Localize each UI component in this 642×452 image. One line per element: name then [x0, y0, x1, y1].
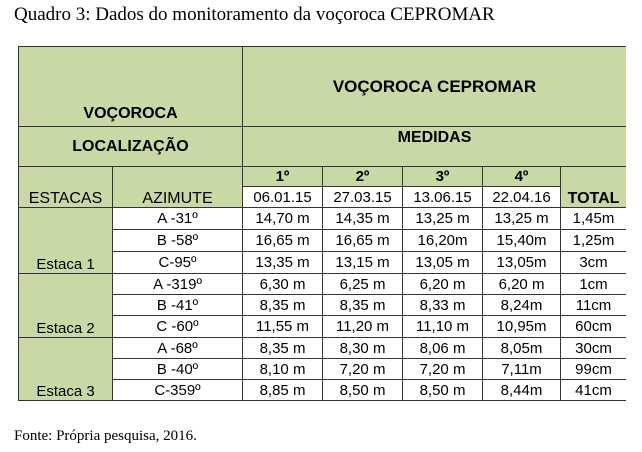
vocoroca-header: VOÇOROCA — [19, 47, 243, 127]
value-cell: 6,20 m — [483, 274, 561, 295]
total-cell: 41cm — [561, 380, 626, 401]
azimute-cell: C-359º — [113, 380, 243, 401]
azimute-cell: B -58º — [113, 230, 243, 252]
measurement-number: 1º — [243, 167, 323, 187]
value-cell: 15,40m — [483, 230, 561, 252]
value-cell: 13,25 m — [483, 208, 561, 230]
value-cell: 8,33 m — [403, 295, 483, 316]
value-cell: 7,20 m — [323, 359, 403, 380]
estaca-label: Estaca 2 — [19, 274, 113, 338]
table-row — [19, 208, 627, 230]
value-cell: 13,25 m — [403, 208, 483, 230]
value-cell: 8,50 m — [323, 380, 403, 401]
value-cell: 13,05m — [483, 252, 561, 274]
value-cell: 8,50 m — [403, 380, 483, 401]
measurement-date: 06.01.15 — [243, 187, 323, 208]
value-cell: 8,35 m — [323, 295, 403, 316]
value-cell: 13,35 m — [243, 252, 323, 274]
total-cell: 1cm — [561, 274, 626, 295]
value-cell: 7,20 m — [403, 359, 483, 380]
value-cell: 16,65 m — [243, 230, 323, 252]
value-cell: 7,11m — [483, 359, 561, 380]
total-cell: 11cm — [561, 295, 626, 316]
azimute-cell: A -68º — [113, 338, 243, 359]
table-row — [19, 274, 627, 295]
value-cell: 8,35 m — [243, 338, 323, 359]
value-cell: 8,10 m — [243, 359, 323, 380]
value-cell: 14,35 m — [323, 208, 403, 230]
estaca-label: Estaca 3 — [19, 338, 113, 401]
medidas-header: MEDIDAS — [243, 127, 626, 167]
value-cell: 8,35 m — [243, 295, 323, 316]
value-cell: 16,65 m — [323, 230, 403, 252]
azimute-cell: B -40º — [113, 359, 243, 380]
localizacao-header: LOCALIZAÇÃO — [19, 127, 243, 167]
value-cell: 8,05m — [483, 338, 561, 359]
measurement-date: 22.04.16 — [483, 187, 561, 208]
table-title: VOÇOROCA CEPROMAR — [243, 47, 626, 127]
value-cell: 6,20 m — [403, 274, 483, 295]
value-cell: 16,20m — [403, 230, 483, 252]
value-cell: 6,30 m — [243, 274, 323, 295]
value-cell: 11,20 m — [323, 316, 403, 338]
value-cell: 11,10 m — [403, 316, 483, 338]
value-cell: 8,44m — [483, 380, 561, 401]
measurement-date: 13.06.15 — [403, 187, 483, 208]
value-cell: 8,06 m — [403, 338, 483, 359]
value-cell: 8,85 m — [243, 380, 323, 401]
total-cell: 30cm — [561, 338, 626, 359]
source-note: Fonte: Própria pesquisa, 2016. — [14, 428, 197, 444]
measurement-number: 4º — [483, 167, 561, 187]
table-caption: Quadro 3: Dados do monitoramento da voçoroca CEPROMAR — [14, 4, 495, 25]
azimute-cell: B -41º — [113, 295, 243, 316]
estaca-label: Estaca 1 — [19, 208, 113, 274]
value-cell: 6,25 m — [323, 274, 403, 295]
total-cell: 60cm — [561, 316, 626, 338]
azimute-header: AZIMUTE — [113, 167, 243, 208]
azimute-cell: C -60º — [113, 316, 243, 338]
total-cell: 1,45m — [561, 208, 626, 230]
estacas-header: ESTACAS — [19, 167, 113, 208]
measurement-number: 3º — [403, 167, 483, 187]
value-cell: 14,70 m — [243, 208, 323, 230]
total-cell: 3cm — [561, 252, 626, 274]
value-cell: 13,15 m — [323, 252, 403, 274]
monitoring-table-container — [18, 46, 626, 408]
total-cell: 99cm — [561, 359, 626, 380]
total-header: TOTAL — [561, 167, 626, 208]
value-cell: 8,30 m — [323, 338, 403, 359]
azimute-cell: C-95º — [113, 252, 243, 274]
azimute-cell: A -319º — [113, 274, 243, 295]
measurement-date: 27.03.15 — [323, 187, 403, 208]
value-cell: 11,55 m — [243, 316, 323, 338]
table-row — [19, 338, 627, 359]
total-cell: 1,25m — [561, 230, 626, 252]
monitoring-table — [18, 46, 626, 401]
value-cell: 13,05 m — [403, 252, 483, 274]
value-cell: 8,24m — [483, 295, 561, 316]
measurement-number: 2º — [323, 167, 403, 187]
value-cell: 10,95m — [483, 316, 561, 338]
azimute-cell: A -31º — [113, 208, 243, 230]
